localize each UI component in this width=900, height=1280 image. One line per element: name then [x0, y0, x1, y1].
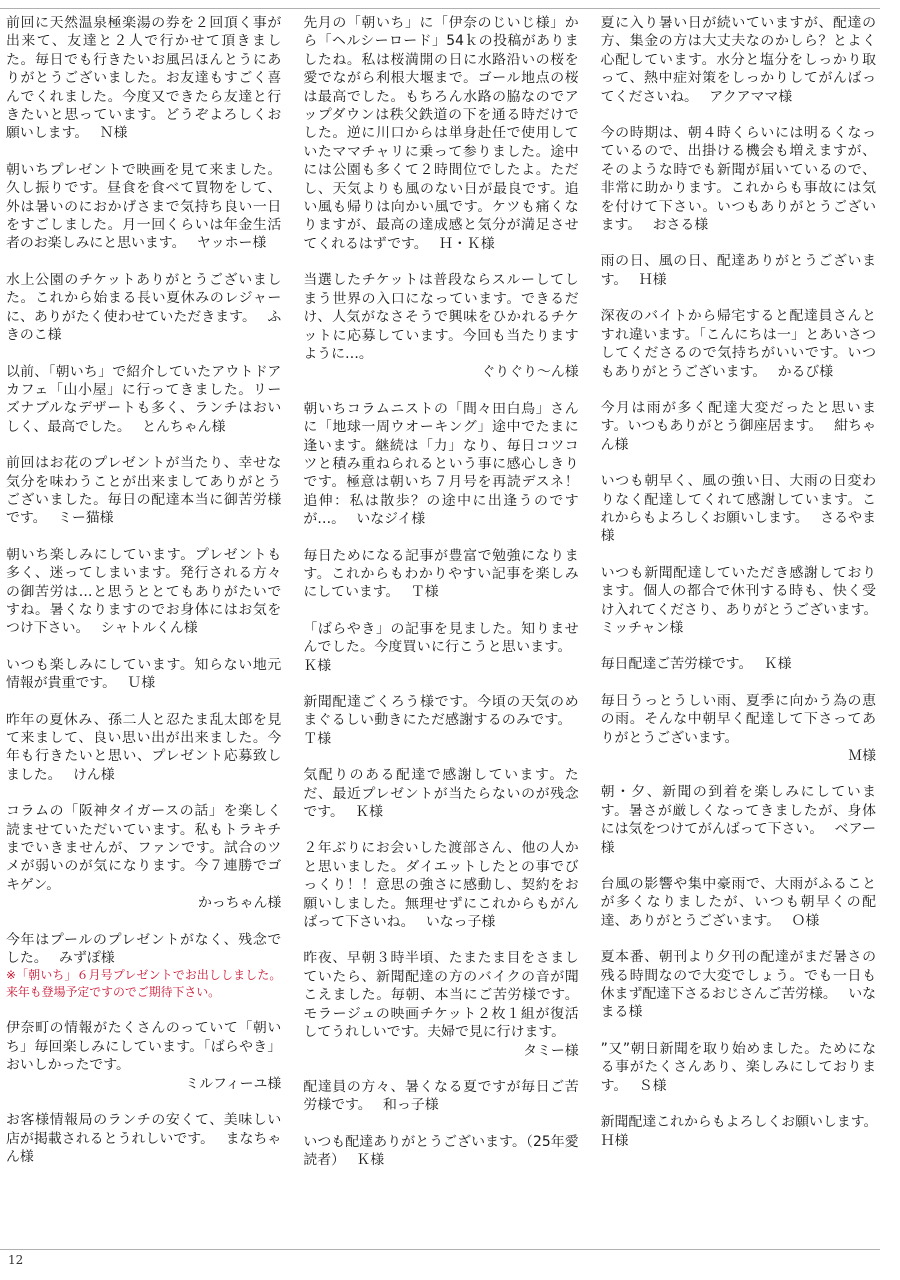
letter-signature: Ｋ様 [303, 657, 332, 674]
letter-text: 「ばらやき」の記事を見ました。知りませんでした。今度買いに行こうと思います。 [303, 620, 579, 656]
letter-text: 台風の影響や集中豪雨で、大雨がふることが多くなりましたが、いつも朝早くの配達、ありがとうございます。 [600, 876, 876, 929]
reader-letter [303, 949, 578, 1059]
letter-signature: Ｋ様 [355, 804, 384, 821]
reader-letter [6, 1019, 281, 1093]
letter-signature: Ｈ様 [638, 271, 667, 288]
reader-letter [303, 620, 578, 675]
letter-text: 深夜のバイトから帰宅すると配達員さんとすれ違います。「こんにちは一」とあいさつしてくださるので気持ちがいいです。いつもありがとうございます。 [600, 308, 876, 380]
letter-text: 先月の「朝いち」に「伊奈のじいじ様」から「ヘルシーロード」54ｋの投稿がありましたね。私は桜満開の日に水路沿いの桜を愛でながら利根大堰まで。ゴール地点の桜は最高でした。もちろん水路の脇なのでアップダウンは秩父鉄道の下を通る時だけでした。逆に川口からは単身赴任で使用していたママチャリに乗って参りました。途中には公園も多くて２時間位でしたよ。ただし、天気よりも風のない日が最良です。追い風も帰りは向かい風です。ケツも痛くなりますが、最高の達成感と気分が満足させてくれるはずです。 [303, 15, 579, 252]
letter-signature: 紺ちゃん様 [600, 418, 876, 453]
reader-letter [6, 363, 281, 437]
letter-signature: Ｕ様 [127, 675, 156, 692]
reader-letter [601, 948, 876, 1022]
letter-text: 新聞配達ごくろう様です。今頃の天気のめまぐるしい動きにただ感謝するのみです。 [303, 694, 579, 729]
reader-letter [6, 454, 281, 528]
letter-text: 今の時期は、朝４時くらいには明るくなっているので、出掛ける機会も増えますが、そのような時でも新聞が届いているので、非常に助かります。これからも事故には気を付けて下さい。いつもありがとうございます。 [600, 125, 876, 234]
reader-letter [6, 656, 281, 693]
reader-letter [601, 399, 876, 454]
letter-text: 前回はお花のプレゼントが当たり、幸せな気分を味わうことが出来ましてありがとうございました。毎日の配達本当に御苦労様です。 [6, 455, 282, 527]
letter-signature: ヤッホー様 [196, 235, 267, 252]
letter-signature: ミルフィーユ様 [185, 1075, 282, 1092]
letter-signature: Ｈ様 [600, 1132, 629, 1149]
letter-text: 当選したチケットは普段ならスルーしてしまう世界の入口になっています。できるだけ、人気がなさそうで興味をひかれるチケットに応募しています。今回も当たりますように…。 [303, 272, 579, 362]
letter-text: 朝・夕、新聞の到着を楽しみにしています。暑さが厳しくなってきましたが、身体には気をつけてがんばって下さい。 [600, 784, 876, 838]
letter-text: ”又”朝日新聞を取り始めました。ためになる事がたくさんあり、楽しみにしております。 [600, 1040, 876, 1094]
letter-signature: かっちゃん様 [197, 895, 282, 912]
letter-signature: シャトルくん様 [100, 620, 198, 637]
reader-letter [303, 14, 578, 253]
letter-signature: ミッチャン様 [600, 619, 684, 636]
reader-letter [601, 14, 876, 106]
letter-signature: けん様 [72, 766, 115, 783]
letter-signature: Ｏ様 [791, 912, 820, 929]
reader-letter [6, 1111, 281, 1166]
reader-letter [601, 1113, 876, 1150]
reader-letter [303, 400, 578, 529]
letter-text: 毎日うっとうしい雨、夏季に向かう為の恵の雨。そんな中朝早く配達して下さってありがとうございます。 [600, 692, 876, 746]
letter-signature: アクアママ様 [709, 88, 793, 105]
reader-letter [601, 252, 876, 289]
letter-signature: ふきのこ様 [6, 308, 282, 344]
column-2 [303, 14, 578, 1239]
letter-signature: Ｔ様 [410, 584, 439, 601]
letter-text: いつも朝早く、風の強い日、大雨の日変わりなく配達してくれて感謝しています。これからもよろしくお願いします。 [600, 473, 876, 526]
reader-letter [6, 271, 281, 345]
reader-letter [303, 1133, 578, 1170]
reader-letter [303, 1078, 578, 1115]
letter-text: いつも楽しみにしています。知らない地元情報が貴重です。 [6, 656, 282, 692]
letter-signature: Ｎ様 [99, 125, 128, 142]
reader-letter [6, 546, 281, 638]
column-1 [6, 14, 281, 1239]
letter-signature: みずぽ様 [59, 950, 115, 967]
letter-text: お客様情報局のランチの安くて、美味しい店が掲載されるとうれしいです。 [6, 1112, 282, 1147]
reader-letter [601, 692, 876, 766]
letter-signature: とんちゃん様 [142, 418, 226, 435]
reader-letter [601, 783, 876, 857]
reader-letter [6, 161, 281, 253]
letter-text: 朝いち楽しみにしています。プレゼントも多く、迷ってしまいます。発行される方々の御苦労は…と思うととてもありがたいですね。暑くなりますのでお身体にはお気をつけ下さい。 [6, 546, 282, 637]
letter-text: 昨年の夏休み、孫二人と忍たま乱太郎を見て来まして、良い思い出が出来ました。今年も行きたいと思い、プレゼント応募致しました。 [6, 711, 282, 783]
letter-text: 雨の日、風の日、配達ありがとうございます。 [600, 253, 876, 288]
reader-letter [601, 472, 876, 546]
letter-signature: かるび様 [777, 363, 834, 380]
reader-letter [601, 655, 876, 673]
letter-text: 夏に入り暑い日が続いていますが、配達の方、集金の方は大丈夫なのかしら？とよく心配しています。水分と塩分をしっかり取って、熱中症対策をしっかりしてがんばってくださいね。 [600, 15, 876, 105]
column-3 [601, 14, 876, 1239]
letter-signature: Ｓ様 [638, 1077, 667, 1094]
letter-signature: ぐりぐり〜ん様 [481, 364, 579, 381]
reader-letter [303, 693, 578, 748]
letter-text: 毎日ためになる記事が豊富で勉強になります。これからもわかりやすい記事を楽しみにしています。 [303, 547, 579, 601]
letter-signature: ベアー様 [600, 821, 876, 856]
reader-letter [6, 802, 281, 912]
letter-text: 今年はプールのプレゼントがなく、残念でした。 [6, 931, 282, 967]
letter-signature: いなっ子様 [425, 914, 496, 931]
editor-note: ※「朝いち」６月号プレゼントでお出ししました。来年も登場予定ですのでご期待下さい。 [6, 968, 282, 1000]
letter-signature: Ｔ様 [303, 730, 332, 747]
reader-letter [303, 547, 578, 602]
letter-text: 新聞配達これからもよろしくお願いします。 [600, 1114, 871, 1131]
letter-text: 朝いちプレゼントで映画を見て来ました。久し振りです。昼食を食べて買物をして、外は暑いのにおかげさまで気持ち良い一日をすごしました。月一回くらいは年金生活者のお楽しみにと思います。 [6, 161, 282, 252]
letter-signature: さるやま様 [600, 509, 876, 545]
letter-text: 前回に天然温泉極楽湯の券を２回頂く事が出来て、友達と２人で行かせて頂きました。毎日でも行きたいお風呂ほんとうにありがとうございました。お友達もすごく喜んでくれました。今度又できたら友達と行きたいと思っています。どうぞよろしくお願いします。 [6, 15, 282, 142]
letter-signature: まなちゃん様 [6, 1130, 282, 1165]
letter-signature: いなまる様 [600, 986, 876, 1021]
reader-letter [601, 1040, 876, 1095]
letter-text: 夏本番、朝刊より夕刊の配達がまだ暑さの残る時間なので大変でしょう。でも一日も休まず配達下さるおじさんご苦労様。 [600, 949, 876, 1003]
page-number: 12 [8, 1253, 24, 1267]
letter-text: コラムの「阪神タイガースの話」を楽しく読ませていただいています。私もトラキチまでいきませんが、ファンです。試合のツメが弱いのが気になります。今７連勝でゴキゲン。 [6, 803, 282, 893]
reader-letter [601, 307, 876, 381]
reader-letter [6, 931, 281, 1002]
reader-letter [601, 124, 876, 234]
reader-letter [6, 14, 281, 143]
letters-columns [6, 14, 876, 1239]
letter-text: 気配りのある配達で感謝しています。ただ、最近プレゼントが当たらないのが残念です。 [303, 767, 579, 821]
letter-text: いつも配達ありがとうございます。（25年愛読者） [303, 1133, 579, 1169]
letter-text: 配達員の方々、暑くなる夏ですが毎日ご苦労様です。 [303, 1078, 579, 1114]
letter-text: ２年ぶりにお会いした渡部さん、他の人かと思いました。ダイエットしたとの事でびっくり！！意思の強さに感動し、契約をお願いしました。無理せずにこれからもがんばって下さいね。 [303, 840, 579, 931]
letter-signature: Ｍ様 [848, 748, 876, 764]
reader-letter [6, 711, 281, 785]
letter-signature: Ｈ・Ｋ様 [439, 235, 495, 252]
reader-letter [303, 766, 578, 821]
bottom-rule [0, 1249, 880, 1250]
reader-letter [303, 839, 578, 931]
letter-text: 以前、「朝いち」で紹介していたアウトドアカフェ「山小屋」に行ってきました。リーズナブルなデザートも多く、ランチはおいしく、最高でした。 [6, 363, 282, 435]
letter-text: 水上公園のチケットありがとうございました。これから始まる長い夏休みのレジャーに、ありがたく使わせていただきます。 [6, 271, 282, 325]
letter-text: 昨夜、早朝３時半頃、たまたま目をさましていたら、新聞配達の方のバイクの音が聞こえました。毎朝、本当にご苦労様です。モラージュの映画チケット２枚１組が復活してうれしいです。夫婦で見に行けます。 [303, 950, 579, 1041]
letter-text: 伊奈町の情報がたくさんのっていて「朝いち」毎回楽しみにしています。「ばらやき」おいしかったです。 [6, 1020, 282, 1074]
letter-text: 朝いちコラムニストの「間々田白鳥」さんに「地球一周ウオーキング」途中でたまに逢います。継続は「力」なり、毎日コツコツと積み重ねられるという事に感心しきりです。極意は朝いち７月号を再読デスネ！追伸：私は散歩？の途中に出逢うのですが…。 [303, 400, 579, 528]
letter-text: 毎日配達ご苦労様です。 [600, 656, 746, 673]
letter-signature: Ｋ様 [763, 656, 792, 673]
letter-signature: 和っ子様 [383, 1097, 439, 1114]
letter-signature: おさる様 [652, 217, 709, 234]
letter-signature: いなジイ様 [356, 511, 426, 528]
letter-signature: ミー猫様 [57, 510, 114, 527]
reader-letter [303, 271, 578, 381]
top-rule [0, 8, 880, 9]
reader-letter [601, 564, 876, 638]
letter-text: いつも新聞配達していただき感謝しております。個人の都合で休刊する時も、快く受け入れてくださり、ありがとうございます。 [600, 564, 876, 618]
reader-letter [601, 875, 876, 930]
letter-text: 今月は雨が多く配達大変だったと思います。いつもありがとう御座居ます。 [600, 399, 876, 435]
letter-signature: タミー様 [523, 1042, 579, 1059]
letter-signature: Ｋ様 [356, 1152, 385, 1169]
